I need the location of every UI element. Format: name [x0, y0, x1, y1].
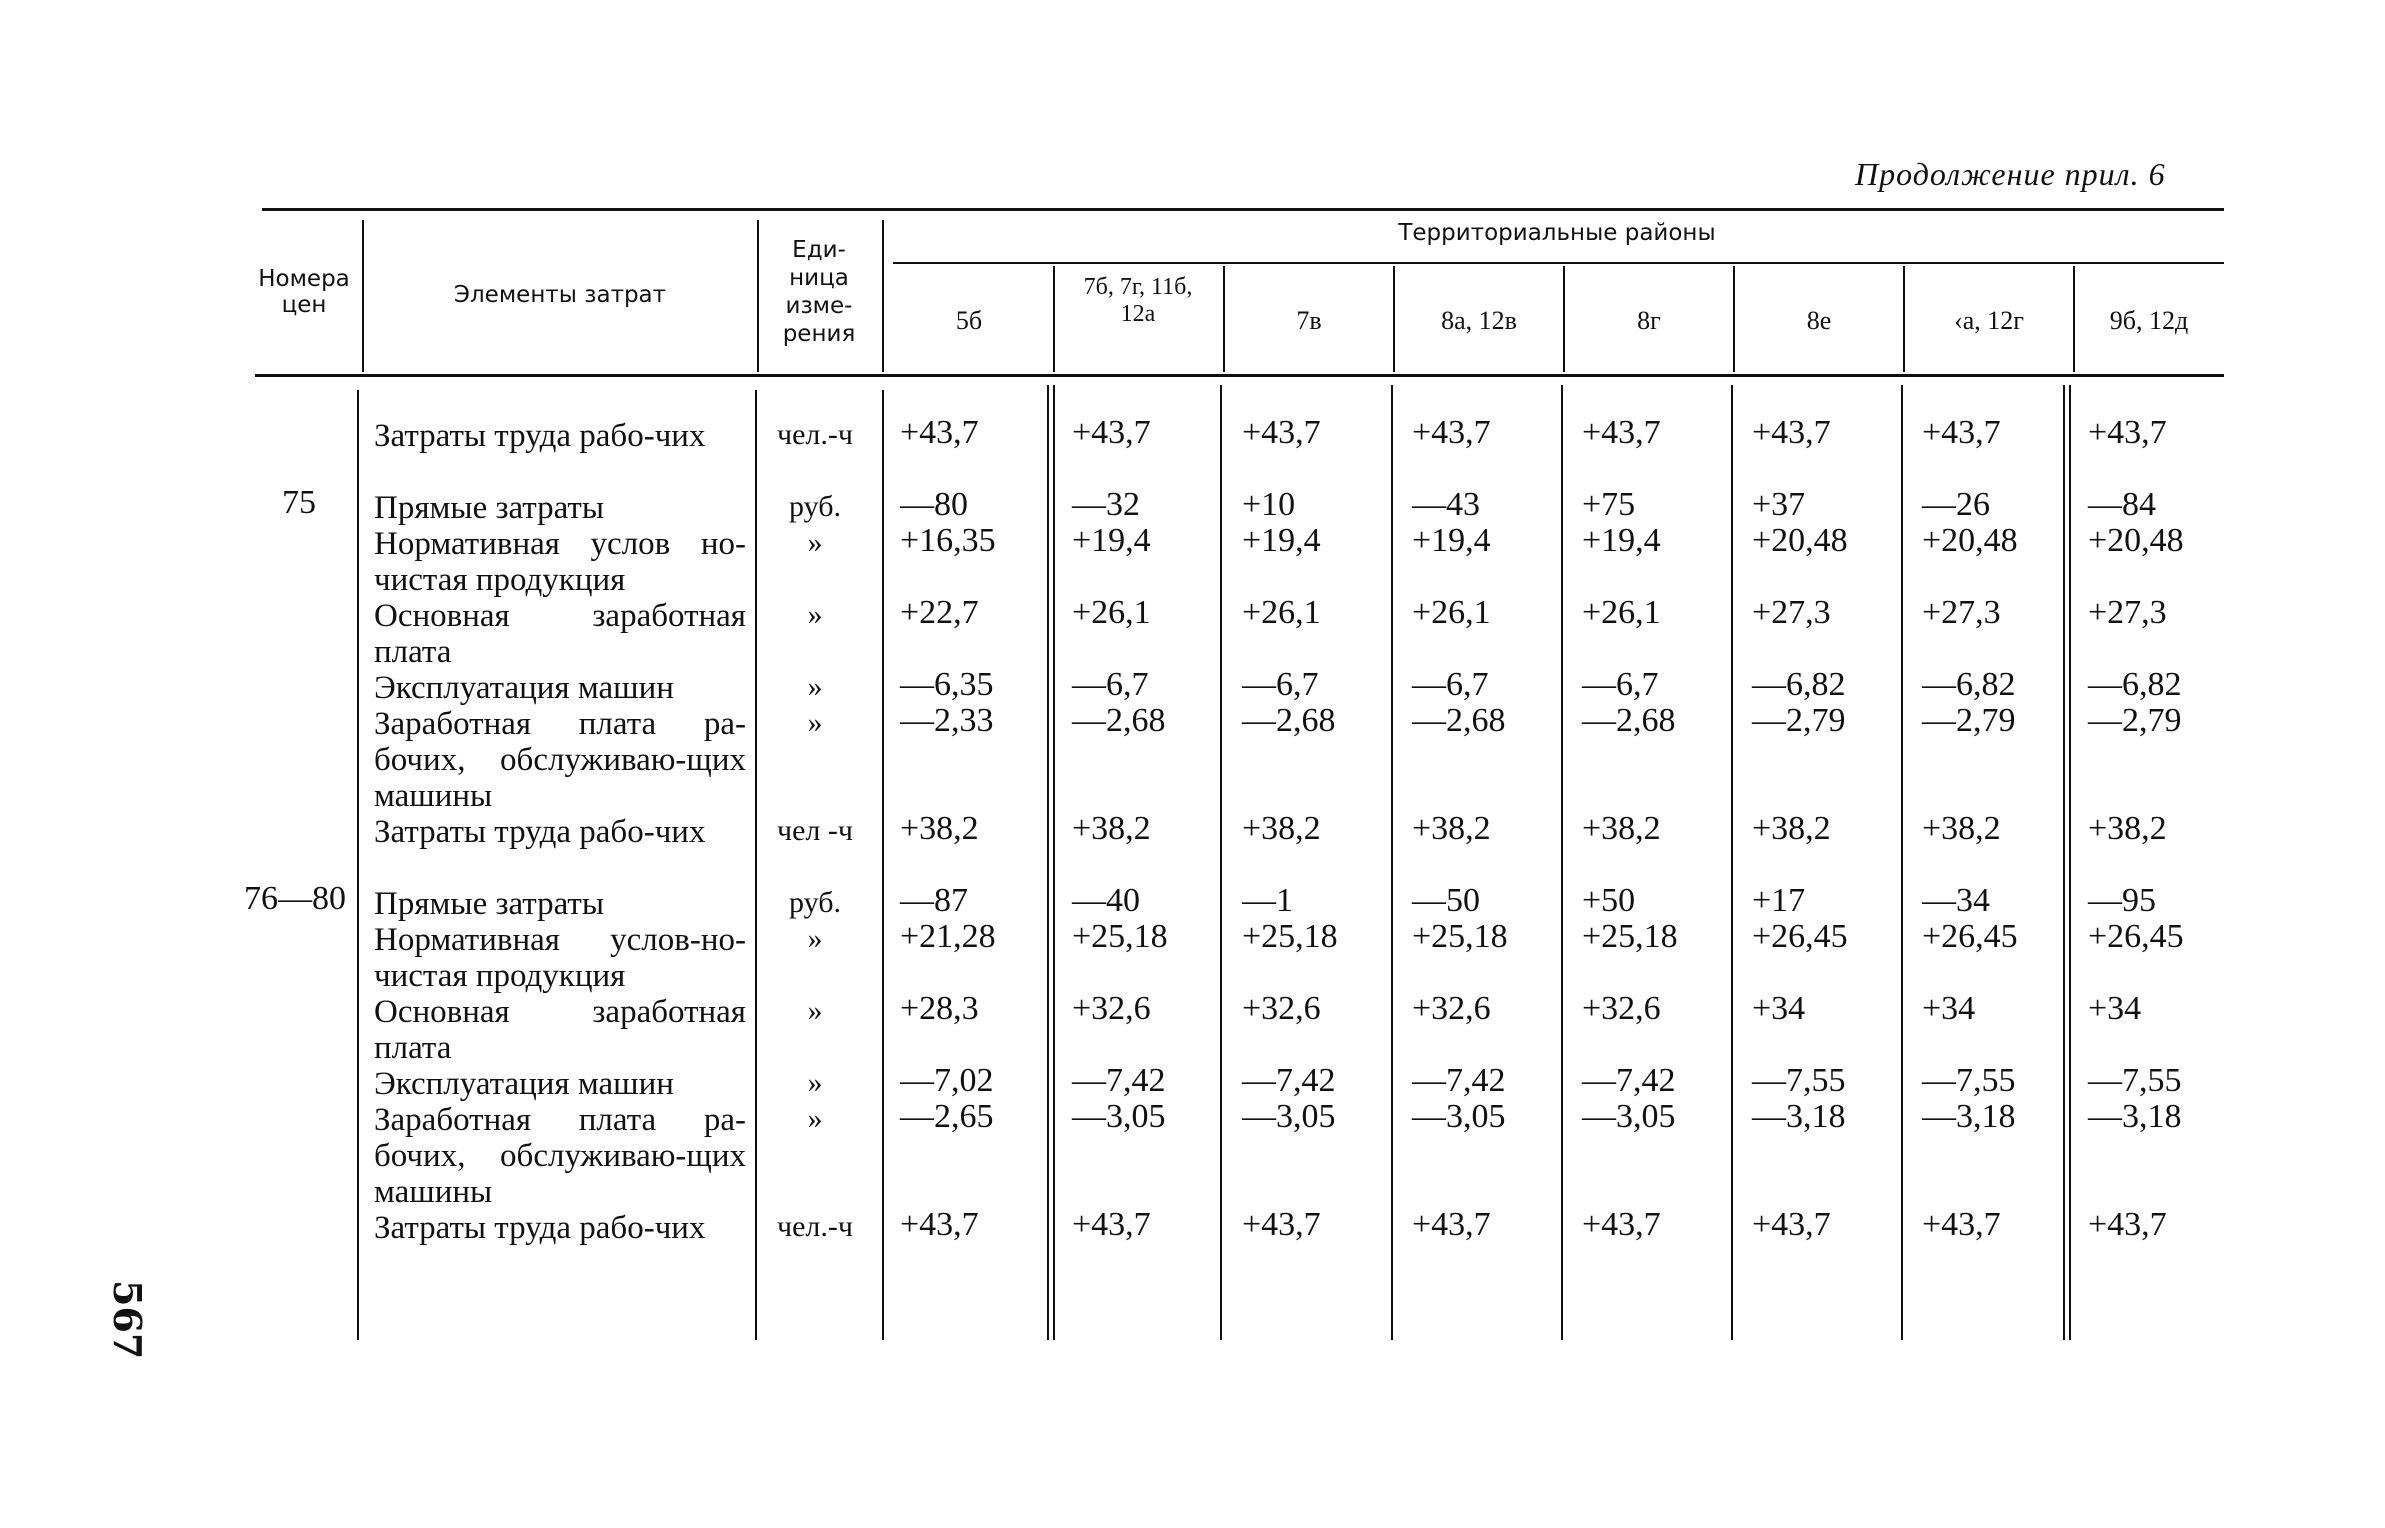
value-cell: +43,7	[1072, 1206, 1151, 1243]
value-cell: +38,2	[1242, 810, 1321, 847]
col-divider	[362, 220, 364, 372]
value-cell: +43,7	[1922, 414, 2001, 451]
cost-element: Прямые затраты	[374, 490, 605, 526]
header-unit: Еди-ница изме-рения	[782, 237, 856, 347]
value-cell: +26,45	[1752, 918, 1848, 955]
cost-element: Эксплуатация машин	[374, 670, 674, 706]
value-cell: —40	[1072, 882, 1140, 919]
value-cell: —3,05	[1412, 1098, 1506, 1135]
cost-element: Нормативная услов но-чистая продукция	[374, 526, 746, 598]
value-cell: —6,7	[1242, 666, 1319, 703]
col-divider	[2069, 385, 2071, 1340]
region-header: 7в	[1296, 306, 1322, 335]
value-cell: —1	[1242, 882, 1293, 919]
value-cell: +43,7	[1582, 414, 1661, 451]
col-divider	[755, 390, 757, 1340]
value-cell: +25,18	[1412, 918, 1508, 955]
cost-element: Затраты труда рабо-чих	[374, 1210, 706, 1246]
value-cell: +43,7	[1412, 414, 1491, 451]
value-cell: —2,68	[1072, 702, 1166, 739]
value-cell: +27,3	[2088, 594, 2167, 631]
unit-cell: »	[807, 1066, 823, 1099]
value-cell: +19,4	[1242, 522, 1321, 559]
unit-cell: »	[807, 526, 823, 559]
value-cell: +43,7	[2088, 1206, 2167, 1243]
unit-cell: »	[807, 598, 823, 631]
value-cell: +43,7	[1582, 1206, 1661, 1243]
value-cell: +32,6	[1072, 990, 1151, 1027]
unit-cell: »	[807, 706, 823, 739]
group-number: 76—80	[244, 880, 346, 917]
cost-element: Прямые затраты	[374, 886, 605, 922]
value-cell: —2,68	[1412, 702, 1506, 739]
value-cell: —2,68	[1582, 702, 1676, 739]
value-cell: +38,2	[2088, 810, 2167, 847]
col-divider	[357, 390, 359, 1340]
value-cell: +43,7	[1752, 414, 1831, 451]
value-cell: +38,2	[1072, 810, 1151, 847]
value-cell: —50	[1412, 882, 1480, 919]
unit-cell: чел -ч	[777, 814, 853, 847]
unit-cell: чел.-ч	[777, 1210, 853, 1243]
value-cell: —7,42	[1582, 1062, 1676, 1099]
value-cell: —32	[1072, 486, 1140, 523]
value-cell: —7,02	[900, 1062, 994, 1099]
value-cell: +19,4	[1582, 522, 1661, 559]
value-cell: —3,18	[1922, 1098, 2016, 1135]
value-cell: —6,82	[2088, 666, 2182, 703]
value-cell: +43,7	[900, 1206, 979, 1243]
value-cell: +37	[1752, 486, 1806, 523]
cost-element: Заработная плата ра-бочих, обслуживаю-щих машины	[374, 1102, 746, 1210]
value-cell: —26	[1922, 486, 1990, 523]
col-divider	[757, 220, 759, 372]
col-divider	[882, 220, 884, 372]
value-cell: +43,7	[1922, 1206, 2001, 1243]
value-cell: +43,7	[1242, 1206, 1321, 1243]
col-divider	[1220, 385, 1222, 1340]
value-cell: +20,48	[1752, 522, 1848, 559]
value-cell: —2,79	[2088, 702, 2182, 739]
unit-cell: чел.-ч	[777, 418, 853, 451]
unit-cell: »	[807, 994, 823, 1027]
value-cell: +43,7	[1242, 414, 1321, 451]
region-header: 7б, 7г, 11б, 12а	[1083, 274, 1193, 327]
value-cell: —2,65	[900, 1098, 994, 1135]
value-cell: —7,42	[1072, 1062, 1166, 1099]
value-cell: —43	[1412, 486, 1480, 523]
value-cell: +27,3	[1922, 594, 2001, 631]
value-cell: +19,4	[1412, 522, 1491, 559]
value-cell: —3,05	[1242, 1098, 1336, 1135]
value-cell: +17	[1752, 882, 1806, 919]
value-cell: +25,18	[1242, 918, 1338, 955]
value-cell: —2,33	[900, 702, 994, 739]
value-cell: +43,7	[1072, 414, 1151, 451]
value-cell: —2,79	[1922, 702, 2016, 739]
value-cell: +32,6	[1582, 990, 1661, 1027]
region-header: 8е	[1806, 306, 1832, 335]
region-header: 9б, 12д	[2109, 306, 2189, 335]
unit-cell: »	[807, 922, 823, 955]
value-cell: +19,4	[1072, 522, 1151, 559]
page-number: 567	[105, 1280, 150, 1360]
cost-element: Эксплуатация машин	[374, 1066, 674, 1102]
col-divider	[1047, 385, 1049, 1340]
value-cell: —6,7	[1412, 666, 1489, 703]
value-cell: +50	[1582, 882, 1636, 919]
value-cell: —87	[900, 882, 968, 919]
col-divider	[1901, 385, 1903, 1340]
value-cell: +26,1	[1412, 594, 1491, 631]
value-cell: +22,7	[900, 594, 979, 631]
value-cell: +16,35	[900, 522, 996, 559]
value-cell: +34	[2088, 990, 2142, 1027]
value-cell: —6,82	[1752, 666, 1846, 703]
cost-element: Основная заработная плата	[374, 598, 746, 670]
value-cell: +26,45	[1922, 918, 2018, 955]
value-cell: +38,2	[1582, 810, 1661, 847]
value-cell: —7,55	[2088, 1062, 2182, 1099]
value-cell: —2,79	[1752, 702, 1846, 739]
value-cell: +38,2	[1922, 810, 2001, 847]
unit-cell: руб.	[789, 886, 841, 919]
value-cell: +38,2	[900, 810, 979, 847]
unit-cell: »	[807, 670, 823, 703]
unit-cell: руб.	[789, 490, 841, 523]
value-cell: +43,7	[900, 414, 979, 451]
col-divider	[1391, 385, 1393, 1340]
value-cell: —2,68	[1242, 702, 1336, 739]
value-cell: +43,7	[2088, 414, 2167, 451]
value-cell: —7,42	[1242, 1062, 1336, 1099]
col-divider	[1731, 385, 1733, 1340]
header-regions-title: Территориальные районы	[1398, 220, 1716, 246]
value-cell: +26,45	[2088, 918, 2184, 955]
value-cell: —34	[1922, 882, 1990, 919]
value-cell: —7,42	[1412, 1062, 1506, 1099]
value-cell: +25,18	[1582, 918, 1678, 955]
regions-rule	[893, 262, 2224, 264]
value-cell: —3,05	[1582, 1098, 1676, 1135]
header-price-numbers: Номера цен	[258, 266, 350, 318]
value-cell: +20,48	[2088, 522, 2184, 559]
value-cell: +43,7	[1412, 1206, 1491, 1243]
group-number: 75	[282, 484, 316, 521]
col-divider	[1053, 385, 1055, 1340]
value-cell: +26,1	[1072, 594, 1151, 631]
value-cell: —6,7	[1072, 666, 1149, 703]
cost-element: Основная заработная плата	[374, 994, 746, 1066]
value-cell: —6,82	[1922, 666, 2016, 703]
value-cell: —3,18	[1752, 1098, 1846, 1135]
value-cell: +26,1	[1582, 594, 1661, 631]
value-cell: —80	[900, 486, 968, 523]
value-cell: +75	[1582, 486, 1636, 523]
header-bottom-rule	[255, 374, 2224, 377]
cost-element: Нормативная услов-но-чистая продукция	[374, 922, 746, 994]
value-cell: +38,2	[1752, 810, 1831, 847]
cost-element: Затраты труда рабо-чих	[374, 418, 706, 454]
value-cell: +28,3	[900, 990, 979, 1027]
value-cell: +34	[1922, 990, 1976, 1027]
cost-element: Затраты труда рабо-чих	[374, 814, 706, 850]
value-cell: —3,18	[2088, 1098, 2182, 1135]
value-cell: —84	[2088, 486, 2156, 523]
cost-element: Заработная плата ра-бочих, обслуживаю-щих машины	[374, 706, 746, 814]
value-cell: +43,7	[1752, 1206, 1831, 1243]
value-cell: +10	[1242, 486, 1296, 523]
unit-cell: »	[807, 1102, 823, 1135]
value-cell: +26,1	[1242, 594, 1321, 631]
value-cell: +34	[1752, 990, 1806, 1027]
continuation-title: Продолжение прил. 6	[1855, 156, 2166, 192]
value-cell: —6,7	[1582, 666, 1659, 703]
col-divider	[882, 390, 884, 1340]
value-cell: —7,55	[1922, 1062, 2016, 1099]
value-cell: +32,6	[1412, 990, 1491, 1027]
top-rule	[262, 208, 2224, 211]
value-cell: +25,18	[1072, 918, 1168, 955]
value-cell: —7,55	[1752, 1062, 1846, 1099]
region-header: 8г	[1637, 306, 1661, 335]
value-cell: +21,28	[900, 918, 996, 955]
value-cell: —95	[2088, 882, 2156, 919]
col-divider	[2063, 385, 2065, 1340]
region-header: ‹а, 12г	[1954, 306, 2024, 335]
header-cost-elements: Элементы затрат	[453, 282, 667, 308]
value-cell: +20,48	[1922, 522, 2018, 559]
region-header: 5б	[955, 306, 983, 335]
value-cell: —3,05	[1072, 1098, 1166, 1135]
value-cell: —6,35	[900, 666, 994, 703]
col-divider	[1561, 385, 1563, 1340]
value-cell: +38,2	[1412, 810, 1491, 847]
region-header: 8а, 12в	[1441, 306, 1517, 335]
value-cell: +32,6	[1242, 990, 1321, 1027]
value-cell: +27,3	[1752, 594, 1831, 631]
